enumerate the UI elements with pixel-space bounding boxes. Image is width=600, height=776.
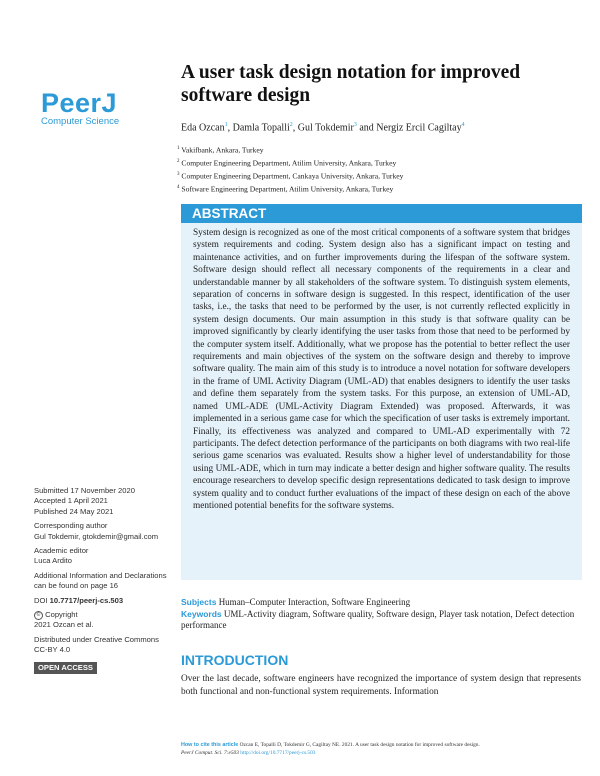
introduction-text: Over the last decade, software engineers have recognized the importance of system design that represents both functional and non-functional system requirements. Information [181,674,581,697]
author-affil-sup: 2 [289,122,293,128]
editor-name: Luca Ardito [34,556,72,566]
subjects-label: Subjects [181,597,217,607]
abstract-text: System design is recognized as one of the most critical components of a software system that bridges system requirements and coding. System design also has a significant impact on testing and maintenance activities, and on further improvements during the lifespan of the software system. Software design should reflect all necessary components of the requirements in a clear and understandable manner by all stakeholders of the software system. To distinguish system elements, separation of concerns in software design is suggested. In this respect, identification of the user tasks, i.e., the tasks that need to be performed by the user, is not currently reflected explicitly in system design documents. Our main assumption in this study is that software quality can be improved significantly by clearly identifying the user tasks from those that need to be performed by the computer system itself. Additionally, what we propose has the potential to better reflect the user requirements and main objectives of the system on the software design and thereby to improve software quality. The main aim of this study is to introduce a novel notation for software developers in the frame of UML Activity Diagram (UML-AD) that enables designers to identify the user tasks and define them separately from the system tasks. For this purpose, an extension of UML-AD, named UML-ADE (UML-Activity Diagram Extended) was proposed. Afterwards, it was implemented in a serious game case for which the specification of user tasks is extremely important. Finally, its effectiveness was analyzed and compared to UML-AD experimentally with 72 participants. The defect detection performance of the participants on both diagrams with two real-life serious game scenarios was evaluated. Results show a higher level of understandability for those using UML-ADE, which in turn may indicate a better design and higher software quality. The results encourage researchers to develop specific design representations dedicated to task design to improve system quality and to conduct further evaluations of the impact of these design on each of the above mentioned potential benefits for the software systems. [193,228,570,511]
license-text: Distributed under Creative Commons CC-BY 4.0 [34,634,159,655]
affiliation-sup: 4 [177,185,180,191]
logo-wordmark: PeerJ [41,88,118,118]
cite-text: Ozcan E, Topalli D, Tokdemir G, Cagiltay NE. 2021. A user task design notation for improved software design. [239,742,480,748]
author-separator: , [227,122,233,134]
affiliation-item [177,169,577,182]
open-access-badge: OPEN ACCESS [34,662,97,674]
additional-info: Additional Information and Declarations can be found on page 16 [34,570,167,591]
introduction-heading: INTRODUCTION [181,652,289,668]
doi-block [34,596,174,606]
journal-logo [41,90,125,127]
affiliation-sup: 2 [177,159,180,165]
author-name: Nergiz Ercil Cagiltay [376,122,462,134]
author-affil-sup: 4 [461,122,465,128]
author-separator: and [356,122,377,134]
affiliation-text: Computer Engineering Department, Cankaya University, Ankara, Turkey [181,171,404,181]
affiliation-text: Vakifbank, Ankara, Turkey [181,145,264,155]
subjects-text: Human–Computer Interaction, Software Engineering [218,597,411,607]
editor-block [34,546,174,567]
subjects-keywords [181,597,581,632]
author-list [181,122,581,133]
keywords-text: UML-Activity diagram, Software quality, Software design, Player task notation, Defect detection performance [181,608,575,630]
published-date: 24 May 2021 [69,506,114,516]
doi-url[interactable]: http://doi.org/10.7717/peerj-cs.503 [240,750,316,756]
author-affil-sup: 3 [353,122,357,128]
abstract-heading: ABSTRACT [181,204,582,223]
copyright-label: Copyright [45,610,78,620]
accepted-label: Accepted [34,496,66,506]
affiliation-sup: 3 [177,172,180,178]
affiliation-sup: 1 [177,146,180,151]
corresponding-author-block [34,521,174,542]
editor-label: Academic editor [34,546,89,556]
submitted-date: 17 November 2020 [70,486,135,495]
copyright-block [34,610,174,631]
affiliation-text: Computer Engineering Department, Atilim University, Ankara, Turkey [181,158,397,168]
published-label: Published [34,506,68,516]
affiliation-item [177,143,577,156]
cite-label: How to cite this article [181,742,239,748]
abstract-box [181,204,582,580]
author-name: Damla Topalli [232,122,290,134]
affiliation-list [177,143,577,196]
author-affil-sup: 1 [224,122,228,128]
keywords-label: Keywords [181,608,222,619]
author-name: Eda Ozcan [181,122,225,134]
article-sidebar [34,486,174,674]
copyright-holder: 2021 Ozcan et al. [34,620,94,630]
affiliation-item [177,182,577,195]
logo-subtitle: Computer Science [41,116,120,127]
citation-footer [181,741,581,757]
paper-title: A user task design notation for improved software design [181,62,521,106]
affiliation-item [177,156,577,169]
submitted-label: Submitted [34,486,69,495]
author-separator: , [292,122,298,134]
doi-label: DOI [34,595,48,605]
accepted-date: 1 April 2021 [67,496,108,506]
journal-ref: PeerJ Comput. Sci. 7:e503 [181,750,239,756]
affiliation-text: Software Engineering Department, Atilim University, Ankara, Turkey [181,184,394,194]
doi-link[interactable]: 10.7717/peerj-cs.503 [49,595,124,605]
dates-block [34,486,174,517]
corr-author[interactable]: Gul Tokdemir, gtokdemir@gmail.com [34,531,159,541]
corr-label: Corresponding author [34,521,108,531]
copyright-icon: © [34,611,43,620]
author-name: Gul Tokdemir [297,122,354,134]
